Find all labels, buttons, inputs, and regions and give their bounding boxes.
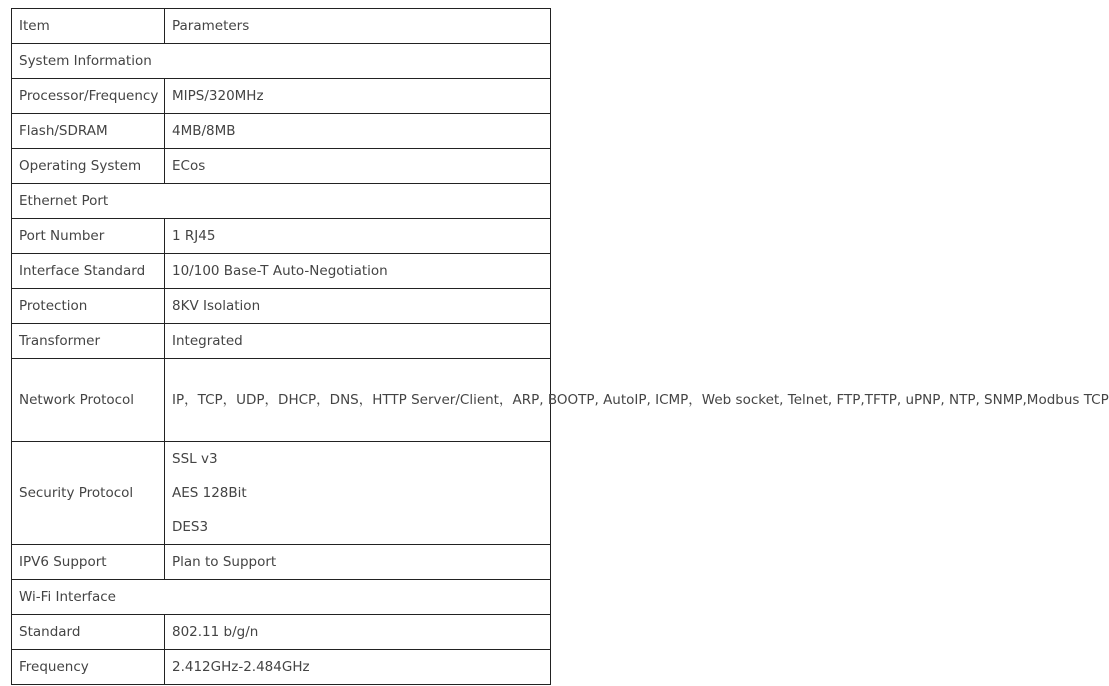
table-row [12, 545, 551, 580]
table-row [12, 324, 551, 359]
row-value: MIPS/320MHz [165, 79, 551, 114]
table-row [12, 289, 551, 324]
row-item: IPV6 Support [12, 545, 165, 580]
table-header-row [12, 9, 551, 44]
row-value: 1 RJ45 [165, 219, 551, 254]
header-parameters: Parameters [165, 9, 551, 44]
table-row [12, 114, 551, 149]
section-row-ethernet-port [12, 184, 551, 219]
table-row [12, 254, 551, 289]
table-row [12, 442, 551, 545]
security-protocol-value: AES 128Bit [172, 485, 247, 501]
row-value: Plan to Support [165, 545, 551, 580]
row-item: Network Protocol [12, 359, 165, 442]
security-protocol-value: SSL v3 [172, 451, 218, 467]
row-value: ECos [165, 149, 551, 184]
row-item: Protection [12, 289, 165, 324]
row-value: 8KV Isolation [165, 289, 551, 324]
row-value: 2.412GHz-2.484GHz [165, 650, 551, 685]
table-row [12, 359, 551, 442]
section-label: System Information [12, 44, 551, 79]
section-row-system-information [12, 44, 551, 79]
table-row [12, 219, 551, 254]
row-value: 4MB/8MB [165, 114, 551, 149]
row-value: Integrated [165, 324, 551, 359]
row-value-network-protocol: IP，TCP，UDP，DHCP，DNS，HTTP Server/Client，ARP, BOOTP, AutoIP, ICMP，Web socket, Telnet, FTP,TFTP, uPNP, NTP, SNMP,Modbus TCP [165, 359, 551, 442]
section-row-wifi-interface [12, 580, 551, 615]
section-label: Ethernet Port [12, 184, 551, 219]
spec-table [11, 8, 1109, 685]
table-row [12, 650, 551, 685]
row-value-security-protocol [165, 442, 551, 545]
security-protocol-value: DES3 [172, 519, 209, 535]
row-item: Transformer [12, 324, 165, 359]
table-row [12, 615, 551, 650]
row-item: Interface Standard [12, 254, 165, 289]
row-item: Standard [12, 615, 165, 650]
row-item: Port Number [12, 219, 165, 254]
row-item: Flash/SDRAM [12, 114, 165, 149]
row-item: Processor/Frequency [12, 79, 165, 114]
section-label: Wi-Fi Interface [12, 580, 551, 615]
row-value: 802.11 b/g/n [165, 615, 551, 650]
row-item: Operating System [12, 149, 165, 184]
row-item: Security Protocol [12, 442, 165, 545]
row-value: 10/100 Base-T Auto-Negotiation [165, 254, 551, 289]
table-row [12, 79, 551, 114]
table-row [12, 149, 551, 184]
row-item: Frequency [12, 650, 165, 685]
header-item: Item [12, 9, 165, 44]
